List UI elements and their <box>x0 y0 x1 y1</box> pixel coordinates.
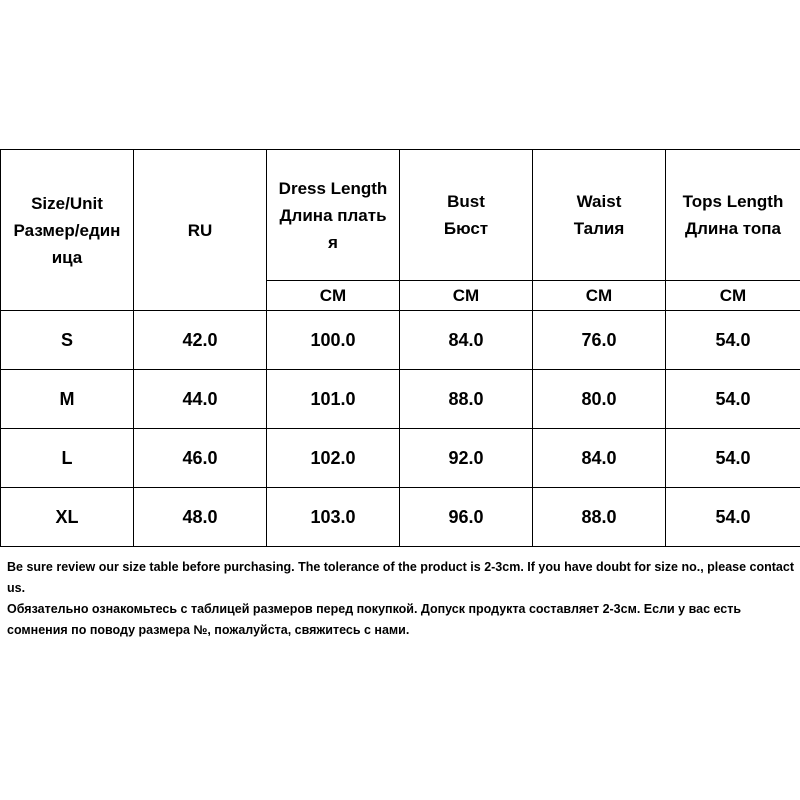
header-dress-length-ru-1: Длина плать <box>279 205 387 225</box>
table-row <box>1 311 800 370</box>
header-waist <box>533 150 666 281</box>
cell-ru: 44.0 <box>134 370 267 429</box>
table-row <box>1 429 800 488</box>
header-tops-length-ru: Длина топа <box>684 219 781 238</box>
header-bust <box>400 150 533 281</box>
header-waist-ru: Талия <box>573 219 625 238</box>
cell-dress-length: 103.0 <box>267 488 400 547</box>
cell-ru: 42.0 <box>134 311 267 370</box>
header-tops-length-en: Tops Length <box>682 192 784 211</box>
header-bust-en: Bust <box>447 192 485 211</box>
note-russian: Обязательно ознакомьтесь с таблицей размеров перед покупкой. Допуск продукта составляет 2-3см. Если у вас есть сомнения по поводу размера №, пожалуйста, свяжитесь с нами. <box>7 602 742 637</box>
cell-size: M <box>1 370 134 429</box>
cell-ru: 46.0 <box>134 429 267 488</box>
header-size-ru-1: Размер/един <box>13 220 121 240</box>
size-note <box>7 557 799 641</box>
cell-dress-length: 102.0 <box>267 429 400 488</box>
note-english: Be sure review our size table before purchasing. The tolerance of the product is 2-3cm. If you have doubt for size no., please contact us. <box>7 560 794 595</box>
header-tops-length <box>666 150 800 281</box>
header-ru <box>134 150 267 311</box>
cell-dress-length: 101.0 <box>267 370 400 429</box>
table-row <box>1 488 800 547</box>
unit-bust: CM <box>400 281 533 311</box>
cell-bust: 92.0 <box>400 429 533 488</box>
cell-bust: 96.0 <box>400 488 533 547</box>
header-ru-label: RU <box>187 220 213 240</box>
cell-tops-length: 54.0 <box>666 429 800 488</box>
cell-waist: 80.0 <box>533 370 666 429</box>
table-header-row <box>1 150 800 281</box>
header-size-en: Size/Unit <box>31 193 103 213</box>
header-dress-length <box>267 150 400 281</box>
cell-waist: 76.0 <box>533 311 666 370</box>
cell-waist: 88.0 <box>533 488 666 547</box>
cell-waist: 84.0 <box>533 429 666 488</box>
header-waist-en: Waist <box>576 192 622 211</box>
unit-waist: CM <box>533 281 666 311</box>
cell-size: S <box>1 311 134 370</box>
unit-tops-length: CM <box>666 281 800 311</box>
cell-dress-length: 100.0 <box>267 311 400 370</box>
header-dress-length-en: Dress Length <box>278 178 388 198</box>
cell-bust: 84.0 <box>400 311 533 370</box>
header-size-unit <box>1 150 134 311</box>
cell-tops-length: 54.0 <box>666 370 800 429</box>
table-row <box>1 370 800 429</box>
size-table <box>0 149 800 547</box>
cell-tops-length: 54.0 <box>666 488 800 547</box>
unit-dress-length: CM <box>267 281 400 311</box>
header-size-ru-2: ица <box>51 247 83 267</box>
header-dress-length-ru-2: я <box>328 232 338 252</box>
cell-size: XL <box>1 488 134 547</box>
cell-ru: 48.0 <box>134 488 267 547</box>
cell-tops-length: 54.0 <box>666 311 800 370</box>
cell-bust: 88.0 <box>400 370 533 429</box>
header-bust-ru: Бюст <box>443 219 489 238</box>
cell-size: L <box>1 429 134 488</box>
